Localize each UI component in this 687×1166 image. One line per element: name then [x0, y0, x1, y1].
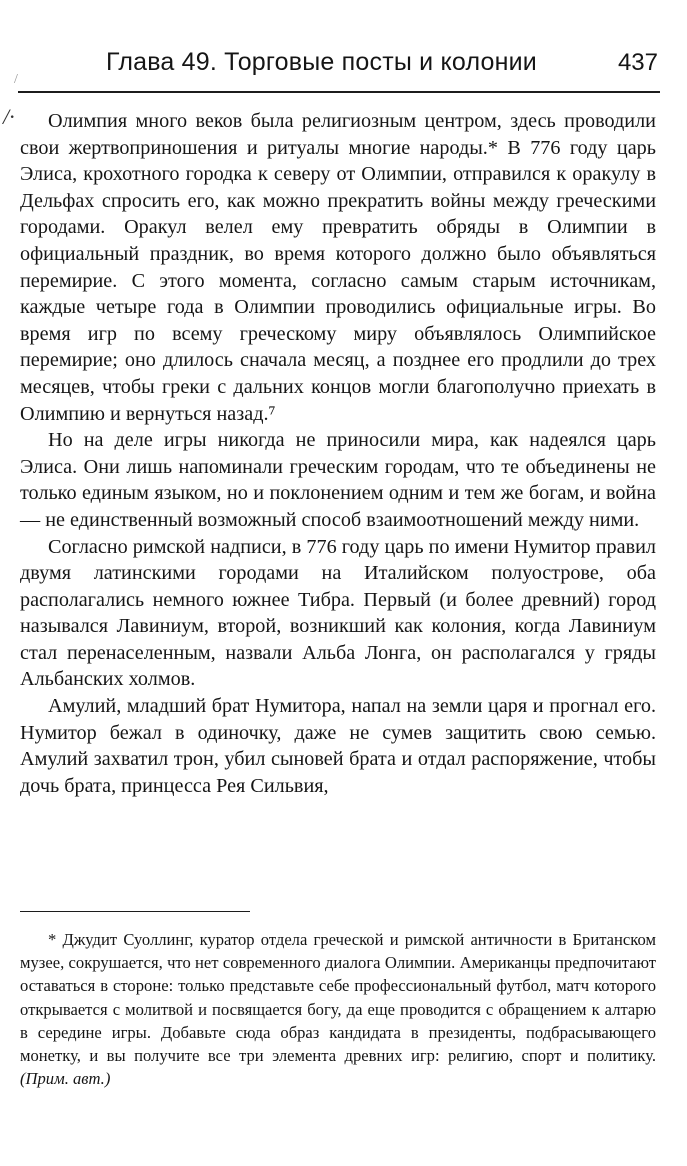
paragraph-olympia: Олимпия много веков была религиозным центром, здесь проводили свои жертвоприношения и ритуалы многие народы.* В 776 году царь Элиса, крохотного городка к северу от Олимпии, отправился к оракулу в Дельфах спросить его, как можно прекратить войны между греческими городами. Оракул велел ему превратить обряды в Олимпии в официальный праздник, во время которого должно было объявляться перемирие. С этого момента, согласно самым старым источникам, каждые четыре года в Олимпии проводились официальные игры. Во время игр по всему греческому миру объявлялось Олимпийское перемирие; оно длилось сначала месяц, а позднее его продлили до трех месяцев, чтобы греки с дальних концов могли благополучно приехать в Олимпию и вернуться назад.⁷ — [20, 110, 656, 425]
paragraph-amulius: Амулий, младший брат Нумитора, напал на земли царя и прогнал его. Нумитор бежал в одиночку, даже не сумев защитить свою семью. Амулий захватил трон, убил сыновей брата и отдал распоряжение, чтобы дочь брата, принцесса Рея Сильвия, — [20, 695, 656, 797]
footnote-text: * Джудит Суоллинг, куратор отдела греческой и римской античности в Британском музее, сокрушается, что нет современного диалога Олимпии. Американцы предпочитают оставаться в стороне: только представьте себе профессиональный футбол, матч которого открывается с молитвой и посвящается богу, да еще проводится с обращением к алтарю в середине игры. Добавьте сюда образ кандидата в президенты, подбрасывающего монетку, и вы получите все три элемента древних игр: религию, спорт и политику. — [20, 930, 656, 1066]
footnote-rule — [20, 911, 250, 912]
margin-pencil-mark-small: / — [14, 72, 18, 87]
running-header — [18, 48, 660, 92]
main-text — [20, 108, 656, 799]
margin-pencil-mark: /· — [3, 104, 15, 129]
paragraph-games-peace: Но на деле игры никогда не приносили мира, как надеялся царь Элиса. Они лишь напоминали греческим городам, что те объединены не только единым языком, но и поклонением одним и тем же богам, и война — не единственный возможный способ взаимоотношений между ними. — [20, 429, 656, 531]
footnote-paragraph — [20, 928, 656, 1090]
chapter-title: Глава 49. Торговые посты и колонии — [106, 48, 537, 76]
footnote — [20, 928, 656, 1090]
header-rule — [18, 91, 660, 93]
page-number: 437 — [617, 49, 658, 76]
footnote-author-note: (Прим. авт.) — [20, 1069, 111, 1089]
paragraph-numitor: Согласно римской надписи, в 776 году царь по имени Нумитор правил двумя латинскими городами на Италийском полуострове, оба располагались немного южнее Тибра. Первый (и более древний) город назывался Лавиниум, второй, возникший как колония, когда Лавиниум стал перенаселенным, назвали Альба Лонга, он располагался у гряды Альбанских холмов. — [20, 535, 656, 691]
